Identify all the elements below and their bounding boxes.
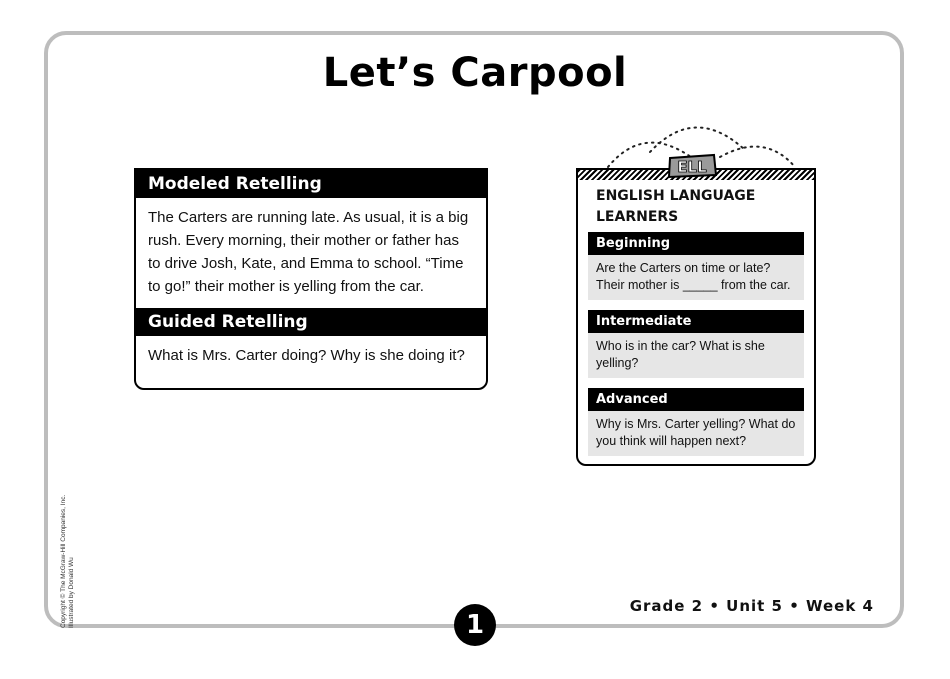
illustrator-line: Illustrated by Donald Wu [68,557,75,628]
guided-retelling-text: What is Mrs. Carter doing? Why is she doing it? [148,347,465,364]
ell-title-line: ENGLISH LANGUAGE [596,188,756,204]
modeled-retelling-heading: Modeled Retelling [136,170,486,198]
ell-line: you think will happen next? [596,434,747,448]
advanced-text [588,411,804,456]
ell-line: yelling? [596,356,639,370]
ell-line: Are the Carters on time or late? [596,261,771,275]
modeled-line: to drive Josh, Kate, and Emma to school. “Time [148,255,464,272]
intermediate-text [588,333,804,378]
ell-line: Why is Mrs. Carter yelling? What do [596,417,796,431]
modeled-line: rush. Every morning, their mother or father has [148,232,459,249]
guided-retelling-heading: Guided Retelling [136,308,486,336]
copyright-notice [60,495,76,628]
modeled-line: The Carters are running late. As usual, it is a big [148,209,469,226]
copyright-line: Copyright © The McGraw-Hill Companies, Inc. [60,494,67,628]
beginning-text [588,255,804,300]
ell-title-line: LEARNERS [596,209,679,225]
retelling-card [134,168,488,390]
advanced-heading: Advanced [588,388,804,411]
grade-unit-week: Grade 2 • Unit 5 • Week 4 [629,597,874,615]
modeled-retelling-text [136,198,486,308]
ell-badge-icon [666,153,718,179]
ell-line: Their mother is _____ from the car. [596,278,791,292]
intermediate-heading: Intermediate [588,310,804,333]
page-title: Let’s Carpool [322,50,628,96]
page-number: 1 [454,604,496,646]
beginning-heading: Beginning [588,232,804,255]
ell-card [576,168,816,466]
ell-title [578,180,814,232]
ell-line: Who is in the car? What is she [596,339,765,353]
modeled-line: to go!” their mother is yelling from the car. [148,278,424,295]
ell-badge-text: ELL [677,158,707,176]
